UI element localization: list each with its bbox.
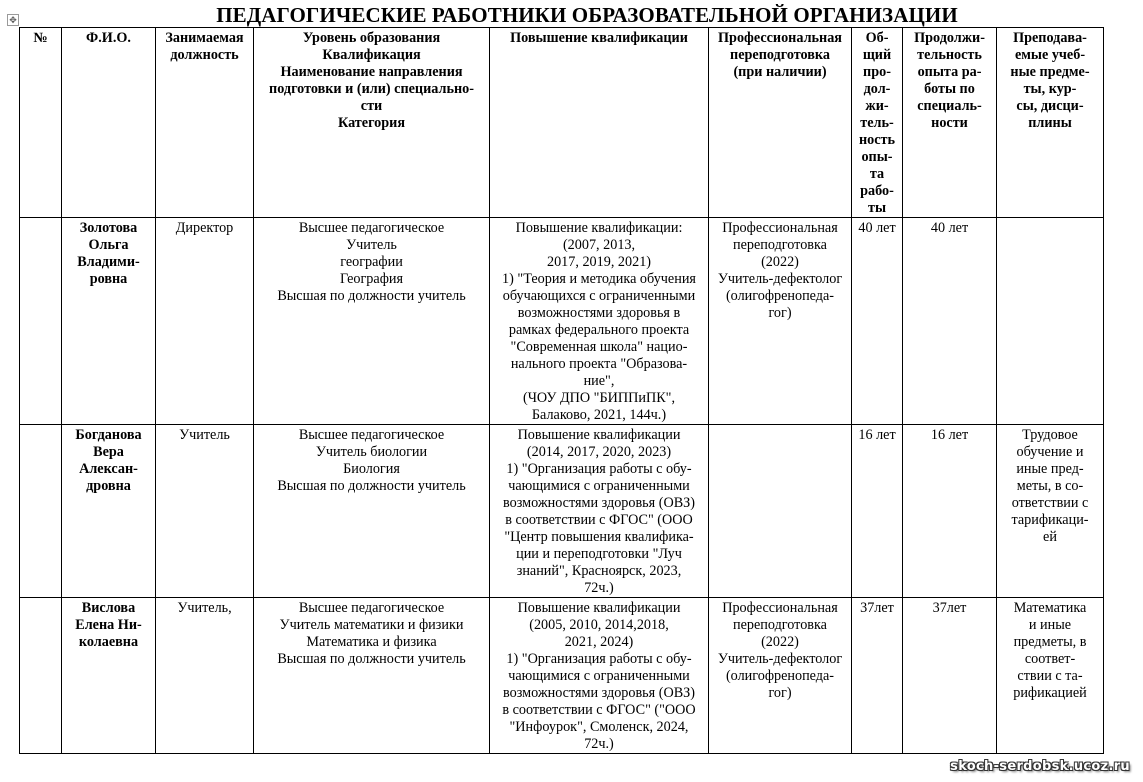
header-specialty-experience <box>903 28 997 218</box>
cell-line: Категория <box>337 115 406 131</box>
cell-line: тель- <box>860 115 894 131</box>
cell-line: ствии с та- <box>1017 668 1083 684</box>
cell-education <box>254 218 490 425</box>
cell-line: (2022) <box>761 634 799 650</box>
cell-line: (при наличии) <box>733 64 827 80</box>
cell-line: емые учеб- <box>1014 47 1086 63</box>
cell-line: меты, в со- <box>1016 478 1084 494</box>
cell-retraining <box>709 218 852 425</box>
cell-line: иные пред- <box>1016 461 1084 477</box>
cell-line: Высшее педагогическое <box>298 600 445 616</box>
cell-line: Профессиональная <box>722 220 838 236</box>
cell-line: Наименование направления <box>280 64 463 80</box>
cell-line: плины <box>1028 115 1072 131</box>
cell-line: соответ- <box>1024 651 1076 667</box>
cell-retraining <box>709 425 852 598</box>
cell-line: ние", <box>583 373 615 389</box>
cell-subjects <box>997 425 1104 598</box>
cell-subjects <box>997 218 1104 425</box>
cell-line: 72ч.) <box>584 736 614 752</box>
cell-line: подготовки и (или) специально- <box>269 81 474 97</box>
cell-line: в соответствии с ФГОС" (ООО <box>505 512 693 528</box>
cell-line: Елена Ни- <box>75 617 142 633</box>
cell-line: Продолжи- <box>914 30 985 46</box>
cell-line: Богданова <box>75 427 142 443</box>
cell-line: про- <box>863 64 891 80</box>
cell-line: (2005, 2010, 2014,2018, <box>529 617 669 633</box>
cell-line: чающимися с ограниченными <box>508 668 690 684</box>
cell-line: щий <box>862 47 892 63</box>
cell-line: Ольга <box>88 237 129 253</box>
cell-num <box>20 598 62 754</box>
cell-line: (2014, 2017, 2020, 2023) <box>526 444 672 460</box>
cell-line: обучающихся с ограниченными <box>502 288 696 304</box>
cell-line: Повышение квалификации <box>517 600 681 616</box>
cell-line: дол- <box>863 81 891 97</box>
cell-line: переподготовка <box>733 617 827 633</box>
cell-line: ты <box>867 200 887 216</box>
cell-subjects <box>997 598 1104 754</box>
cell-line: возможностями здоровья в <box>517 305 681 321</box>
header-position <box>156 28 254 218</box>
cell-line: рамках федерального проекта <box>508 322 690 338</box>
cell-fio <box>62 598 156 754</box>
cell-line: географии <box>340 254 403 270</box>
cell-line: Вислова <box>81 600 136 616</box>
cell-line: Квалификация <box>322 47 421 63</box>
cell-line: Уровень образования <box>302 30 441 46</box>
cell-line: "Современная школа" нацио- <box>510 339 688 355</box>
cell-line: ответствии с <box>1011 495 1089 511</box>
cell-num <box>20 425 62 598</box>
cell-specialty-experience: 37лет <box>903 598 997 754</box>
cell-line: опы- <box>861 149 893 165</box>
header-fio: Ф.И.О. <box>62 28 156 218</box>
cell-line: предметы, в <box>1013 634 1087 650</box>
cell-line: гог) <box>768 685 792 701</box>
cell-position: Учитель, <box>156 598 254 754</box>
cell-line: колаевна <box>78 634 139 650</box>
cell-line: (ЧОУ ДПО "БИППиПК", <box>522 390 676 406</box>
cell-line: География <box>339 271 404 287</box>
cell-line: ность <box>858 132 896 148</box>
cell-line: сы, дисци- <box>1016 98 1084 114</box>
cell-line: (2022) <box>761 254 799 270</box>
cell-line: ей <box>1043 529 1057 545</box>
cell-line: Учитель-дефектолог <box>717 651 843 667</box>
cell-line: Высшая по должности учитель <box>277 651 466 667</box>
cell-line: 1) "Теория и методика обучения <box>502 271 696 287</box>
table-row <box>20 218 1104 425</box>
cell-line: Высшая по должности учитель <box>277 288 466 304</box>
header-education <box>254 28 490 218</box>
cell-line: 1) "Организация работы с обу- <box>506 651 692 667</box>
cell-line: тельность <box>917 47 982 63</box>
cell-line: Вера <box>93 444 124 460</box>
cell-line: та <box>869 166 885 182</box>
cell-line: Высшая по должности учитель <box>277 478 466 494</box>
cell-line: "Инфоурок", Смоленск, 2024, <box>509 719 689 735</box>
cell-line: Учитель биологии <box>315 444 428 460</box>
cell-education <box>254 425 490 598</box>
staff-table <box>19 27 1104 754</box>
cell-line: чающимися с ограниченными <box>508 478 690 494</box>
cell-line: возможностями здоровья (ОВЗ) <box>503 685 695 701</box>
cell-retraining <box>709 598 852 754</box>
cell-line: Учитель математики и физики <box>279 617 464 633</box>
cell-num <box>20 218 62 425</box>
cell-line: (олигофренопеда- <box>725 288 835 304</box>
cell-line: 72ч.) <box>584 580 614 596</box>
cell-line: ции и переподготовки "Луч <box>516 546 682 562</box>
cell-qualification <box>490 425 709 598</box>
cell-education <box>254 598 490 754</box>
cell-line: Профессиональная <box>722 600 838 616</box>
page-title: ПЕДАГОГИЧЕСКИЕ РАБОТНИКИ ОБРАЗОВАТЕЛЬНОЙ ОРГАНИЗАЦИИ <box>216 3 958 27</box>
cell-fio <box>62 218 156 425</box>
cell-line: 2021, 2024) <box>564 634 634 650</box>
cell-specialty-experience: 16 лет <box>903 425 997 598</box>
table-header-row <box>20 28 1104 218</box>
cell-line: рабо- <box>860 183 894 199</box>
cell-line: обучение и <box>1016 444 1084 460</box>
site-watermark: skoch-serdobsk.ucoz.ru <box>950 759 1130 774</box>
cell-total-experience: 37лет <box>852 598 903 754</box>
table-row <box>20 425 1104 598</box>
cell-line: Высшее педагогическое <box>298 427 445 443</box>
header-total-experience <box>852 28 903 218</box>
table-move-handle[interactable]: ✥ <box>7 14 19 26</box>
cell-line: (олигофренопеда- <box>725 668 835 684</box>
cell-total-experience: 40 лет <box>852 218 903 425</box>
cell-line: опыта ра- <box>917 64 982 80</box>
cell-fio <box>62 425 156 598</box>
cell-line: в соответствии с ФГОС" ("ООО <box>502 702 696 718</box>
cell-line: сти <box>360 98 383 114</box>
cell-position: Директор <box>156 218 254 425</box>
cell-line: (2007, 2013, <box>562 237 636 253</box>
cell-line: ности <box>931 115 968 131</box>
table-row <box>20 598 1104 754</box>
cell-line: возможностями здоровья (ОВЗ) <box>503 495 695 511</box>
cell-line: Биология <box>343 461 400 477</box>
cell-line: рификацией <box>1013 685 1087 701</box>
cell-line: 2017, 2019, 2021) <box>546 254 652 270</box>
cell-total-experience: 16 лет <box>852 425 903 598</box>
cell-line: Учитель-дефектолог <box>717 271 843 287</box>
cell-line: должность <box>170 47 239 63</box>
cell-line: Владими- <box>77 254 140 270</box>
cell-qualification <box>490 218 709 425</box>
cell-line: Математика <box>1013 600 1087 616</box>
cell-line: знаний", Красноярск, 2023, <box>516 563 682 579</box>
cell-line: "Центр повышения квалифика- <box>504 529 694 545</box>
cell-line: жи- <box>865 98 889 114</box>
cell-line: Высшее педагогическое <box>298 220 445 236</box>
cell-line: переподготовка <box>730 47 830 63</box>
cell-line: Алексан- <box>79 461 138 477</box>
header-num: № <box>20 28 62 218</box>
cell-line: Профессиональная <box>718 30 842 46</box>
cell-line: гог) <box>768 305 792 321</box>
cell-line: Математика и физика <box>306 634 437 650</box>
cell-position: Учитель <box>156 425 254 598</box>
cell-line: и иные <box>1028 617 1072 633</box>
header-qualification: Повышение квалификации <box>490 28 709 218</box>
cell-line: переподготовка <box>733 237 827 253</box>
cell-line: Трудовое <box>1022 427 1078 443</box>
cell-line: Балаково, 2021, 144ч.) <box>531 407 667 423</box>
cell-line: тарификаци- <box>1011 512 1089 528</box>
cell-line: ные предме- <box>1010 64 1090 80</box>
cell-line: боты по <box>924 81 975 97</box>
cell-line: ты, кур- <box>1023 81 1077 97</box>
cell-line: Преподава- <box>1013 30 1087 46</box>
cell-line: Занимаемая <box>165 30 244 46</box>
cell-line: дровна <box>86 478 131 494</box>
cell-line: 1) "Организация работы с обу- <box>506 461 692 477</box>
cell-line: Повышение квалификации: <box>515 220 683 236</box>
cell-line: Золотова <box>79 220 138 236</box>
cell-line: ровна <box>89 271 128 287</box>
cell-specialty-experience: 40 лет <box>903 218 997 425</box>
cell-line: специаль- <box>917 98 982 114</box>
header-subjects <box>997 28 1104 218</box>
cell-line: Учитель <box>346 237 397 253</box>
header-retraining <box>709 28 852 218</box>
cell-line: Повышение квалификации <box>517 427 681 443</box>
cell-qualification <box>490 598 709 754</box>
cell-line: Об- <box>865 30 889 46</box>
cell-line: нального проекта "Образова- <box>510 356 688 372</box>
